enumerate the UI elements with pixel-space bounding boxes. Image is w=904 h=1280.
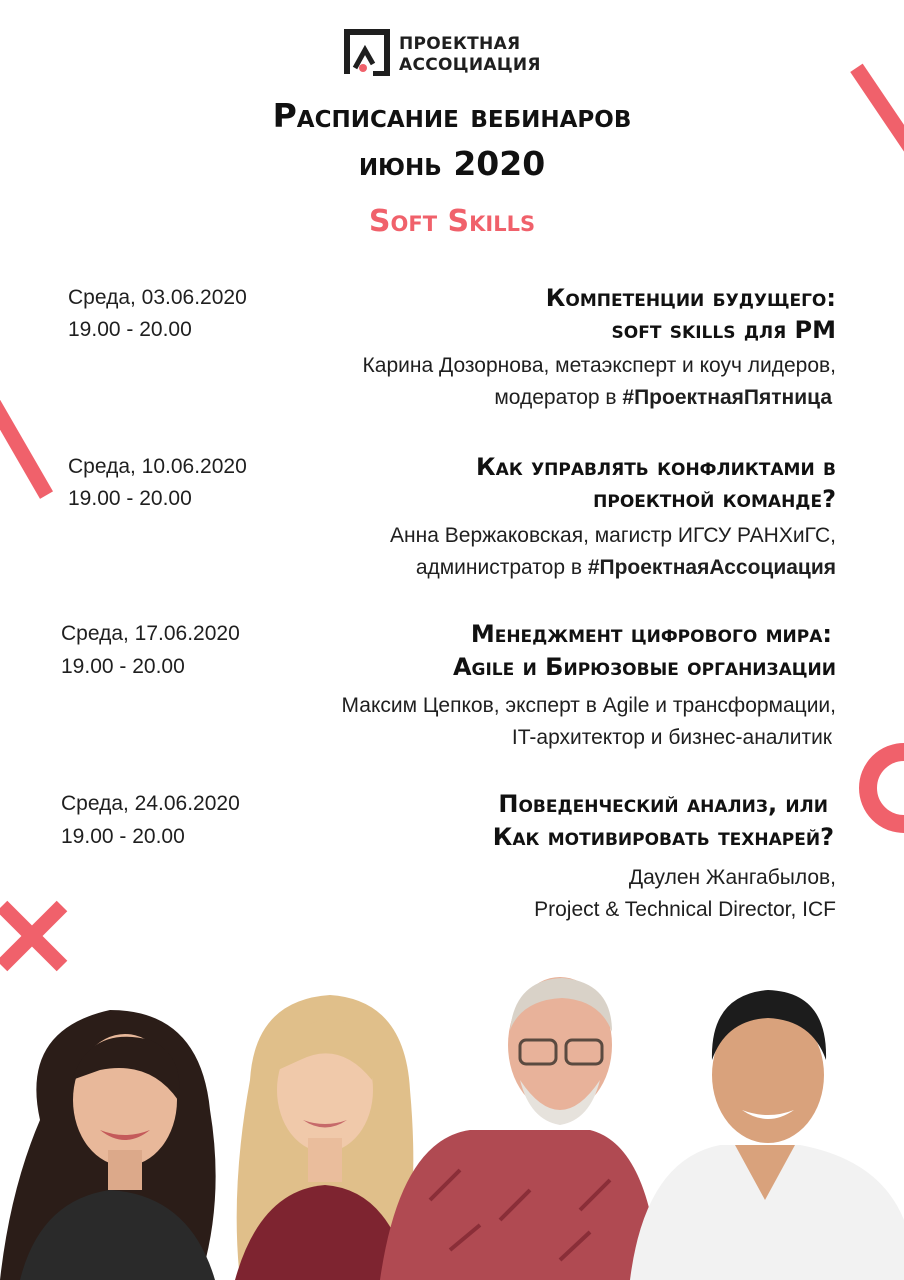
decorative-stripe-left (0, 396, 53, 499)
event-2-title-line-2: проектной команде? (593, 485, 836, 513)
event-2-title-line-1: Как управлять конфликтами в (476, 453, 836, 481)
logo-text (399, 34, 541, 76)
event-1-speaker-line-1: Карина Дозорнова, метаэксперт и коуч лидеров, (362, 354, 836, 377)
speaker-photo-2 (235, 995, 413, 1280)
event-1-title-line-1: Компетенции будущего: (545, 284, 836, 312)
logo (343, 28, 563, 78)
page-title-line-2: июнь 2020 (358, 144, 546, 183)
event-2-date: Среда, 10.06.2020 (68, 455, 247, 478)
event-2-speaker-line-2 (416, 552, 836, 584)
event-4-title-line-1: Поведенческий анализ, или (498, 790, 828, 818)
logo-line-2: АССОЦИАЦИЯ (399, 55, 541, 75)
event-2-speaker-role: администратор в (415, 556, 588, 579)
event-3-speaker-role: IT-архитектор и бизнес-аналитик (511, 726, 832, 749)
event-1-time: 19.00 - 20.00 (68, 318, 192, 341)
event-3-title-line-1: Менеджмент цифрового мира: (470, 620, 832, 648)
event-1-speaker-hashtag: #ПроектнаяПятница (622, 386, 832, 409)
event-2-speaker-line-1: Анна Вержаковская, магистр ИГСУ РАНХиГС, (390, 524, 836, 547)
event-1-speaker-role: модератор в (494, 386, 623, 409)
event-3-time: 19.00 - 20.00 (61, 655, 185, 678)
event-1-speaker-line-2 (494, 382, 832, 414)
event-3-speaker-line-2 (512, 722, 832, 754)
logo-line-1: ПРОЕКТНАЯ (399, 34, 521, 54)
event-3-speaker-line-1: Максим Цепков, эксперт в Agile и трансформации, (341, 694, 836, 717)
speaker-photo-3 (380, 977, 660, 1280)
speaker-photo-1 (0, 1010, 216, 1280)
speaker-photos (0, 970, 904, 1280)
event-3-title-line-2: Agile и Бирюзовые организации (452, 653, 836, 681)
event-4-date: Среда, 24.06.2020 (61, 792, 240, 815)
event-2-speaker-hashtag: #ПроектнаяАссоциация (587, 556, 836, 579)
logo-mark-icon (343, 28, 391, 76)
event-4-title-line-2: Как мотивировать технарей? (492, 823, 834, 851)
page-title-line-1: Расписание вебинаров (272, 96, 632, 135)
page-subtitle: Soft Skills (368, 204, 536, 239)
event-2-time: 19.00 - 20.00 (68, 487, 192, 510)
event-1-title-line-2: soft skills для PM (611, 316, 836, 344)
event-4-time: 19.00 - 20.00 (61, 825, 185, 848)
decorative-cross-left (0, 896, 70, 976)
event-4-speaker-line-1: Даулен Жангабылов, (628, 866, 836, 889)
event-4-speaker-role: Project & Technical Director, ICF (534, 898, 836, 921)
decorative-ring-right (852, 738, 904, 838)
event-3-date: Среда, 17.06.2020 (61, 622, 240, 645)
event-1-date: Среда, 03.06.2020 (68, 286, 247, 309)
event-4-speaker-line-2 (534, 894, 836, 926)
speaker-photo-4 (630, 990, 904, 1280)
